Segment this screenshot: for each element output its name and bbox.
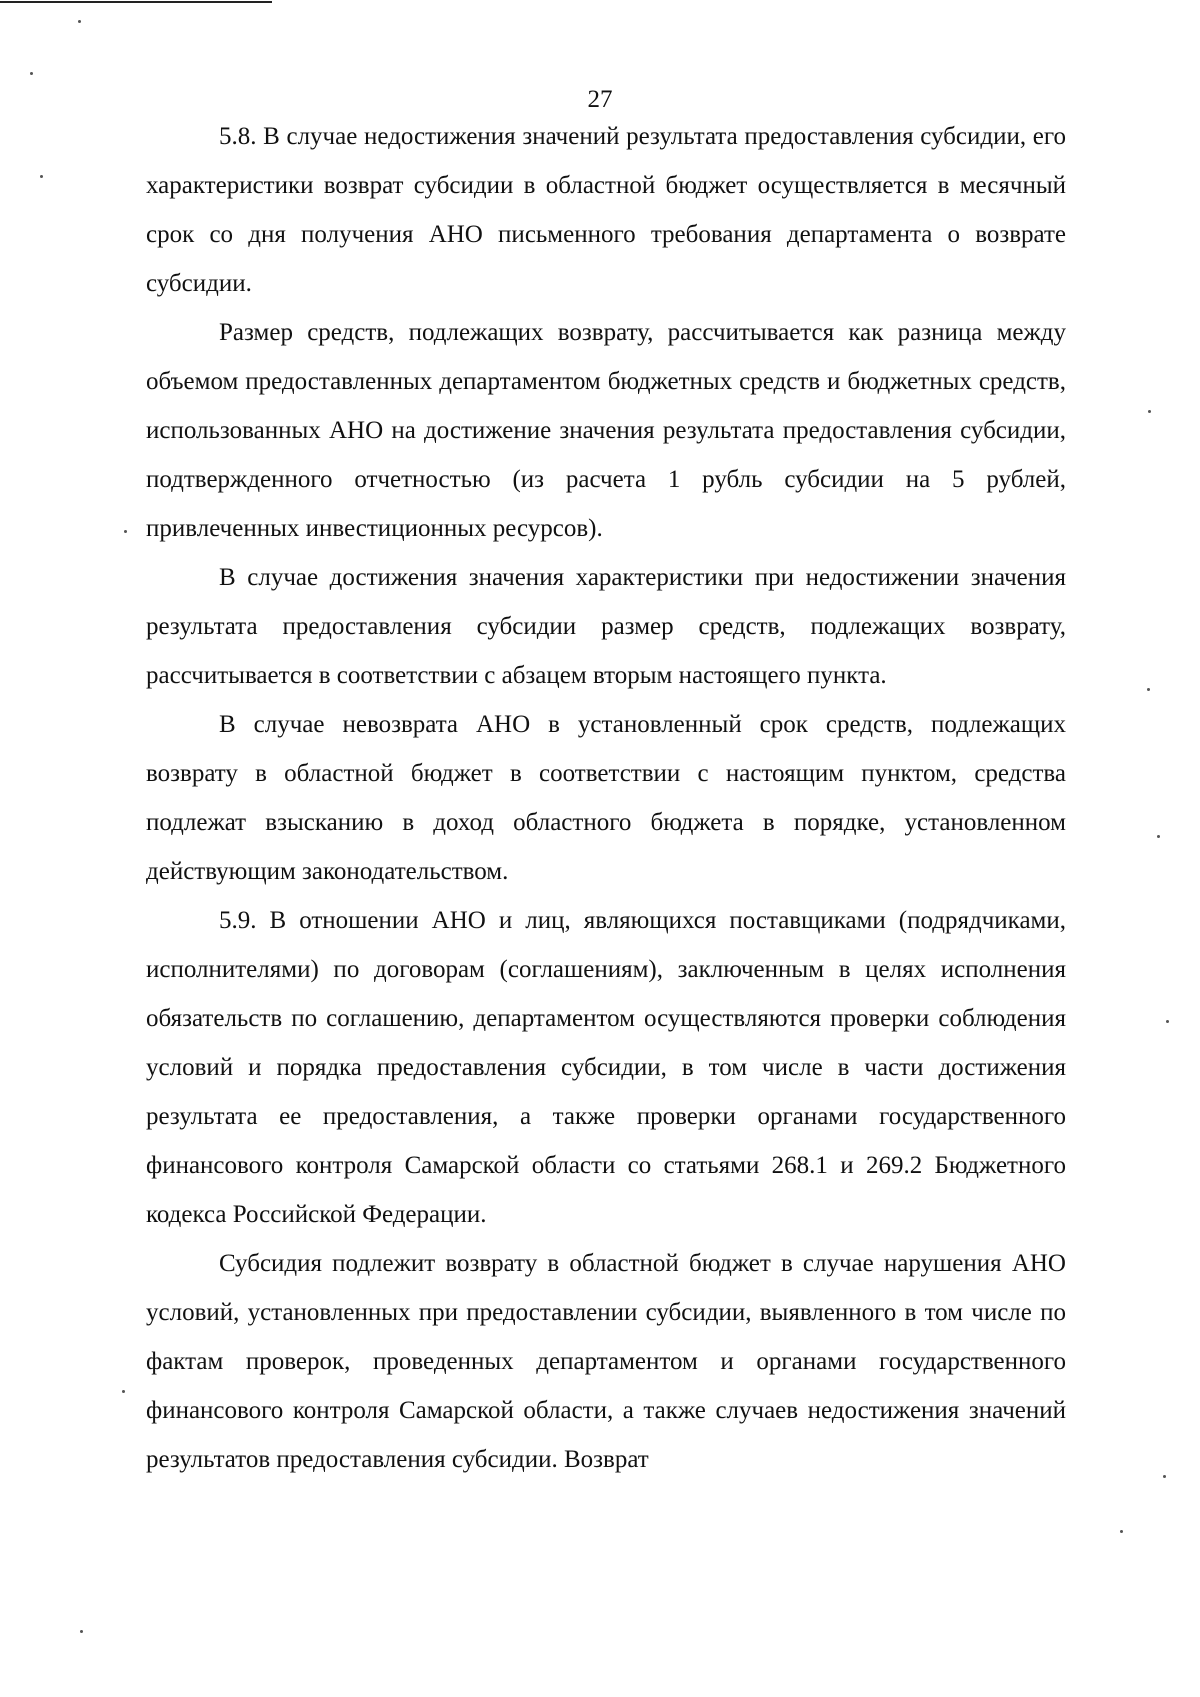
scan-speck	[40, 175, 43, 178]
scan-speck	[78, 20, 81, 23]
scan-speck	[1157, 835, 1160, 838]
paragraph-5-9: 5.9. В отношении АНО и лиц, являющихся поставщиками (подрядчиками, исполнителями) по договорам (соглашениям), заключенным в целях исполнения обязательств по соглашению, департаментом осуществляются проверки соблюдения условий и порядка предоставления субсидии, в том числе в части достижения результата ее предоставления, а также проверки органами государственного финансового контроля Самарской области со статьями 268.1 и 269.2 Бюджетного кодекса Российской Федерации.	[146, 907, 1066, 1228]
paragraph-refund-amount: Размер средств, подлежащих возврату, рассчитывается как разница между объемом предоставленных департаментом бюджетных средств и бюджетных средств, использованных АНО на достижение значения результата предоставления субсидии, подтвержденного отчетностью (из расчета 1 рубль субсидии на 5 рублей, привлеченных инвестиционных ресурсов).	[146, 319, 1066, 542]
scan-edge-line	[0, 1, 272, 3]
scan-speck	[1163, 1475, 1166, 1478]
scan-speck	[1147, 688, 1150, 691]
scan-speck	[30, 72, 33, 75]
scan-speck	[1166, 1020, 1169, 1023]
document-body	[146, 112, 1066, 1484]
scan-speck	[1148, 410, 1151, 413]
scan-speck	[124, 530, 127, 533]
paragraph-non-return: В случае невозврата АНО в установленный срок средств, подлежащих возврату в областной бюджет в соответствии с настоящим пунктом, средства подлежат взысканию в доход областного бюджета в порядке, установленном действующим законодательством.	[146, 711, 1066, 885]
paragraph-characteristic-achieved: В случае достижения значения характеристики при недостижении значения результата предоставления субсидии размер средств, подлежащих возврату, рассчитывается в соответствии с абзацем вторым настоящего пункта.	[146, 564, 1066, 689]
scan-speck	[122, 1390, 125, 1393]
paragraph-subsidy-return: Субсидия подлежит возврату в областной бюджет в случае нарушения АНО условий, установленных при предоставлении субсидии, выявленного в том числе по фактам проверок, проведенных департаментом и органами государственного финансового контроля Самарской области, а также случаев недостижения значений результатов предоставления субсидии. Возврат	[146, 1250, 1066, 1473]
page-number: 27	[587, 86, 613, 113]
paragraph-5-8: 5.8. В случае недостижения значений результата предоставления субсидии, его характеристики возврат субсидии в областной бюджет осуществляется в месячный срок со дня получения АНО письменного требования департамента о возврате субсидии.	[146, 123, 1066, 297]
scan-speck	[1120, 1530, 1123, 1533]
scan-speck	[80, 1630, 83, 1633]
